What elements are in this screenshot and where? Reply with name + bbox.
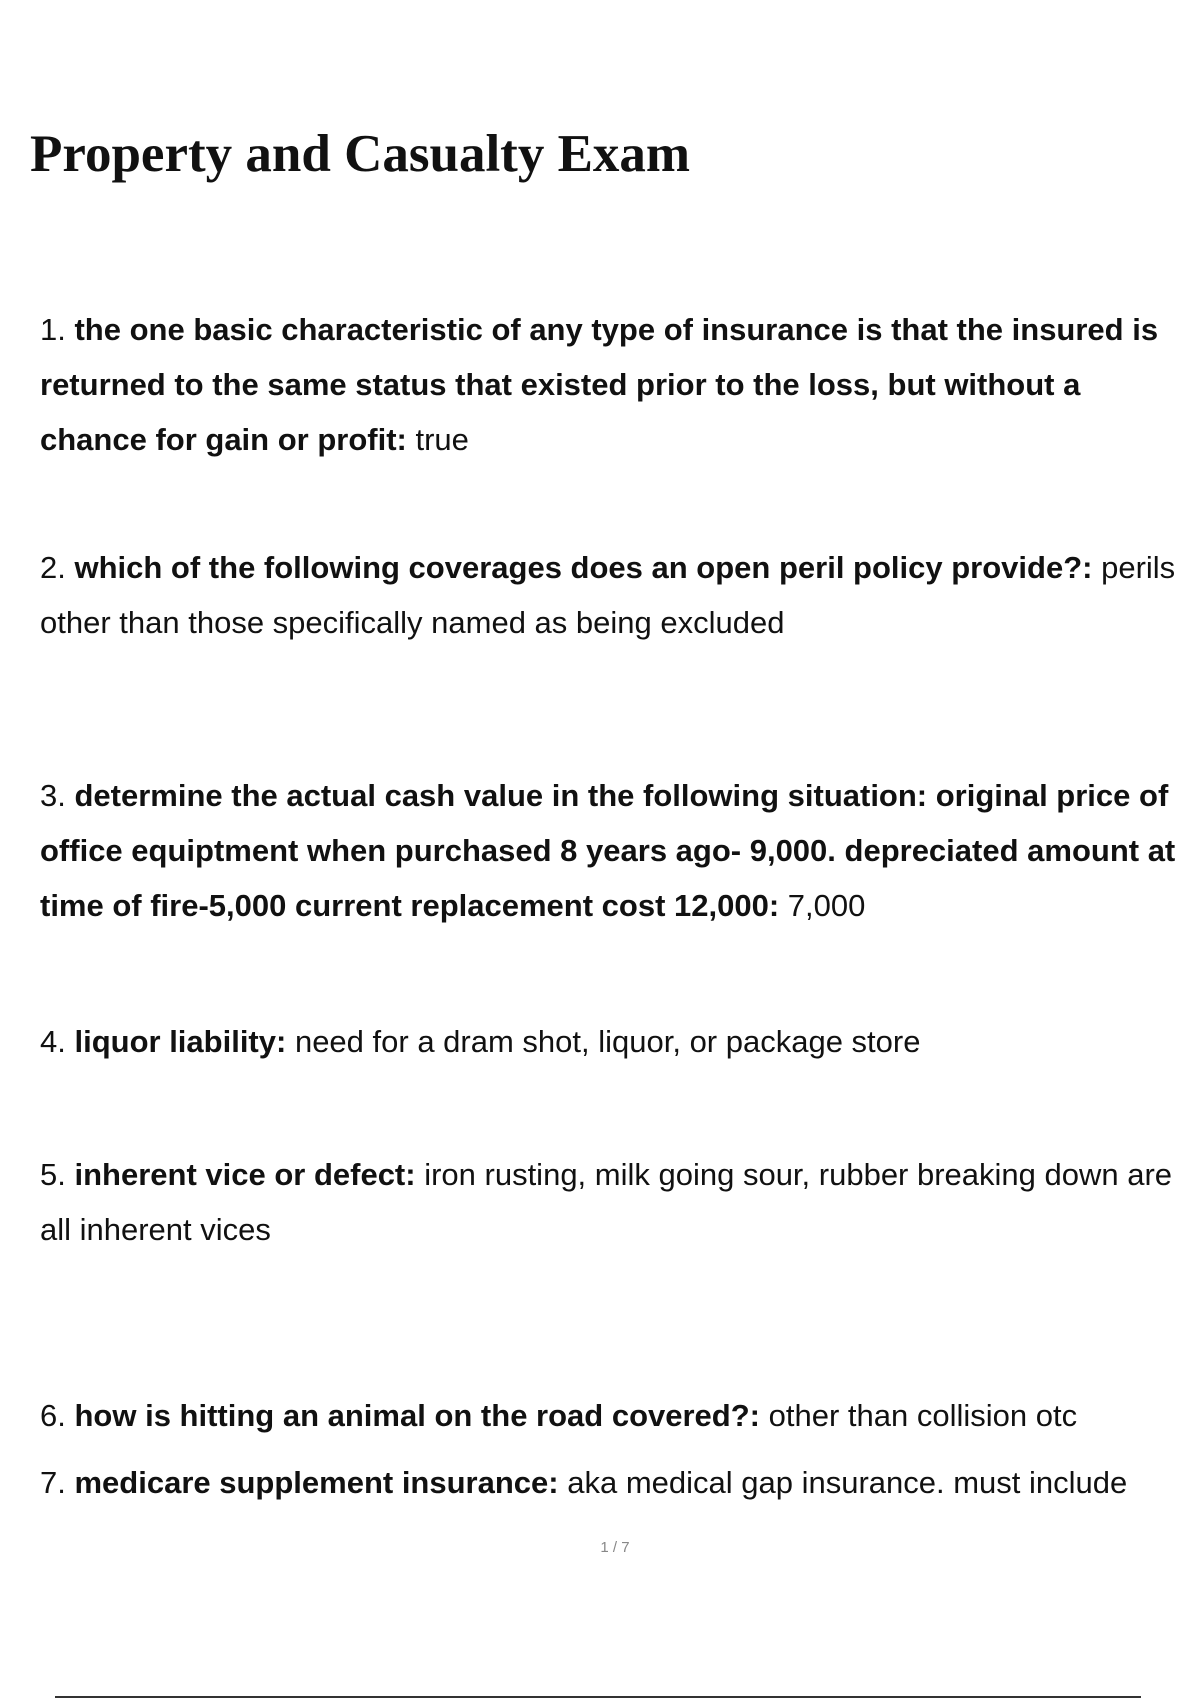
qa-item-3: [40, 768, 1190, 933]
question-text: which of the following coverages does an open peril policy provide?:: [74, 550, 1093, 585]
qa-item-2: [40, 540, 1190, 650]
question-text: determine the actual cash value in the following situation: original price of office equiptment when purchased 8 years ago- 9,000. depreciated amount at time of fire-5,000 current replacement cost 12,000:: [40, 778, 1176, 923]
qa-item-4: [40, 1014, 1190, 1069]
item-number: 7.: [40, 1465, 66, 1500]
question-text: how is hitting an animal on the road covered?:: [74, 1398, 760, 1433]
answer-text: other than collision otc: [768, 1398, 1078, 1433]
item-number: 6.: [40, 1398, 66, 1433]
qa-item-5: [40, 1147, 1190, 1257]
answer-text: 7,000: [787, 888, 866, 923]
question-text: medicare supplement insurance:: [74, 1465, 559, 1500]
page-number: 1 / 7: [600, 1539, 630, 1556]
answer-text: true: [415, 422, 469, 457]
answer-text: iron rusting, milk going sour, rubber breaking down are all inherent vices: [40, 1157, 1173, 1247]
item-number: 4.: [40, 1024, 66, 1059]
question-text: inherent vice or defect:: [74, 1157, 416, 1192]
question-text: the one basic characteristic of any type of insurance is that the insured is returned to the same status that existed prior to the loss, but without a chance for gain or profit:: [40, 312, 1159, 457]
answer-text: aka medical gap insurance. must include: [567, 1465, 1128, 1500]
qa-item-1: [40, 302, 1190, 467]
question-text: liquor liability:: [74, 1024, 287, 1059]
qa-item-6: [40, 1388, 1190, 1443]
item-number: 2.: [40, 550, 66, 585]
document-title: Property and Casualty Exam: [30, 125, 691, 183]
item-number: 5.: [40, 1157, 66, 1192]
answer-text: perils other than those specifically named as being excluded: [40, 550, 1176, 640]
item-number: 1.: [40, 312, 66, 347]
page-divider: [55, 1696, 1141, 1698]
answer-text: need for a dram shot, liquor, or package store: [294, 1024, 921, 1059]
qa-item-7: [40, 1455, 1190, 1510]
item-number: 3.: [40, 778, 66, 813]
